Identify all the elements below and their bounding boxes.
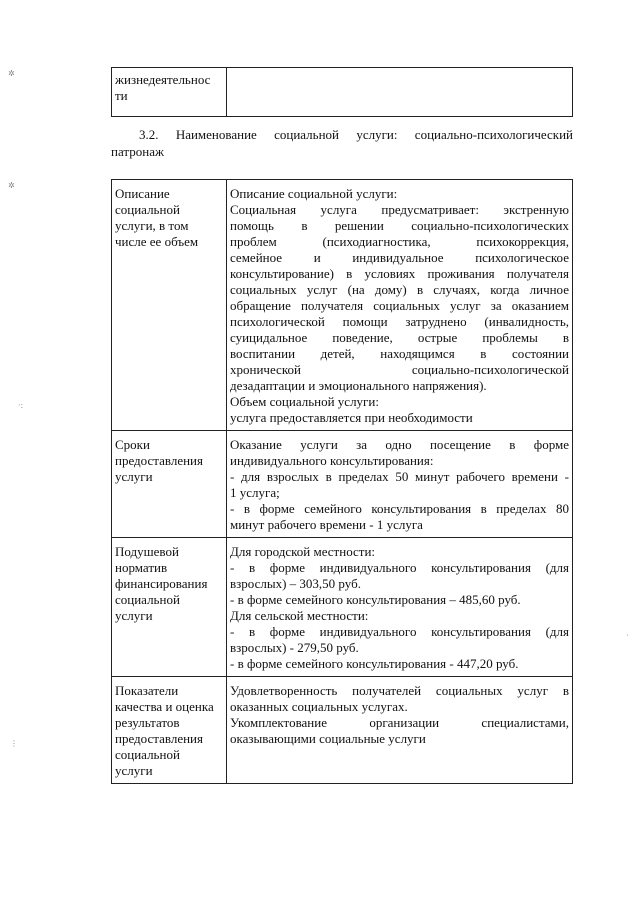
row-content (227, 538, 573, 677)
label-line: числе ее объем (115, 234, 199, 249)
section-heading (111, 126, 573, 160)
content-line: воспитании детей, находящимся в состоянии (230, 346, 569, 361)
service-table (111, 179, 573, 784)
table-row (112, 431, 573, 538)
scan-artifact: ✲ (8, 181, 15, 190)
content-line: консультирование) в условиях проживания получателя (230, 266, 569, 281)
content-line: услуга предоставляется при необходимости (230, 410, 473, 425)
content-line: Для городской местности: (230, 544, 376, 559)
content-line: взрослых) - 279,50 руб. (230, 640, 359, 655)
table-row (112, 68, 573, 117)
label-line: качества и оценка (115, 699, 214, 714)
content-line: - в форме семейного консультирования – 485,60 руб. (230, 592, 521, 607)
label-line: жизнедеятельнос (115, 72, 211, 87)
section-heading-line: патронаж (111, 144, 164, 159)
content-line: дезадаптации и эмоционального напряжения). (230, 378, 487, 393)
content-line: - для взрослых в пределах 50 минут рабочего времени - (230, 469, 569, 484)
table-row (112, 180, 573, 431)
label-line: Показатели (115, 683, 179, 698)
label-line: финансирования (115, 576, 208, 591)
content-line: - в форме семейного консультирования - 447,20 руб. (230, 656, 519, 671)
content-line: - в форме индивидуального консультирования (для (230, 560, 569, 575)
content-line: Объем социальной услуги: (230, 394, 379, 409)
scan-artifact: ·: (18, 401, 24, 410)
row-content (227, 180, 573, 431)
content-line: помощь в решении социально-психологических (230, 218, 569, 233)
content-line: - в форме семейного консультирования в пределах 80 (230, 501, 569, 516)
content-line: индивидуального консультирования: (230, 453, 434, 468)
content-line: оказанных социальных услугах. (230, 699, 408, 714)
row-content (227, 68, 573, 117)
label-line: норматив (115, 560, 168, 575)
content-line: хронической социально-психологической (230, 362, 569, 377)
scan-artifact: ⋮ (10, 739, 18, 748)
content-line: Социальная услуга предусматривает: экстренную (230, 202, 569, 217)
label-line: услуги, в том (115, 218, 189, 233)
content-line: Оказание услуги за одно посещение в форме (230, 437, 569, 452)
label-line: услуги (115, 763, 153, 778)
content-line: семейное и индивидуальное психологическое (230, 250, 569, 265)
label-line: результатов (115, 715, 180, 730)
label-line: социальной (115, 202, 180, 217)
row-label (112, 68, 227, 117)
scan-artifact: · (626, 631, 629, 640)
table-row (112, 677, 573, 784)
label-line: Сроки (115, 437, 150, 452)
content-line: проблем (психодиагностика, психокоррекция, (230, 234, 569, 249)
content-line: Удовлетворенность получателей социальных услуг в (230, 683, 569, 698)
content-line: Укомплектование организации специалистами, (230, 715, 569, 730)
table-row (112, 538, 573, 677)
section-heading-line: 3.2. Наименование социальной услуги: социально-психологический (139, 127, 573, 142)
label-line: услуги (115, 608, 153, 623)
label-line: социальной (115, 747, 180, 762)
row-label (112, 431, 227, 538)
content-line: взрослых) – 303,50 руб. (230, 576, 361, 591)
content-line: Описание социальной услуги: (230, 186, 398, 201)
content-line: обращение получателя социальных услуг за оказанием (230, 298, 569, 313)
row-label (112, 180, 227, 431)
continuation-table (111, 67, 573, 117)
label-line: предоставления (115, 731, 203, 746)
label-line: ти (115, 88, 128, 103)
row-content (227, 431, 573, 538)
label-line: Подушевой (115, 544, 179, 559)
row-content (227, 677, 573, 784)
content-line: Для сельской местности: (230, 608, 369, 623)
row-label (112, 538, 227, 677)
content-line: оказывающими социальные услуги (230, 731, 426, 746)
label-line: Описание (115, 186, 170, 201)
content-line: 1 услуга; (230, 485, 280, 500)
label-line: социальной (115, 592, 180, 607)
label-line: предоставления (115, 453, 203, 468)
content-line: социальных услуг (на дому) в случаях, когда личное (230, 282, 569, 297)
content-line: - в форме индивидуального консультирования (для (230, 624, 569, 639)
row-label (112, 677, 227, 784)
scan-artifact: ✲ (8, 69, 15, 78)
content-line: минут рабочего времени - 1 услуга (230, 517, 423, 532)
label-line: услуги (115, 469, 153, 484)
content-line: суицидальное поведение, острые проблемы в (230, 330, 569, 345)
content-line: психологической помощи затруднено (инвалидность, (230, 314, 569, 329)
